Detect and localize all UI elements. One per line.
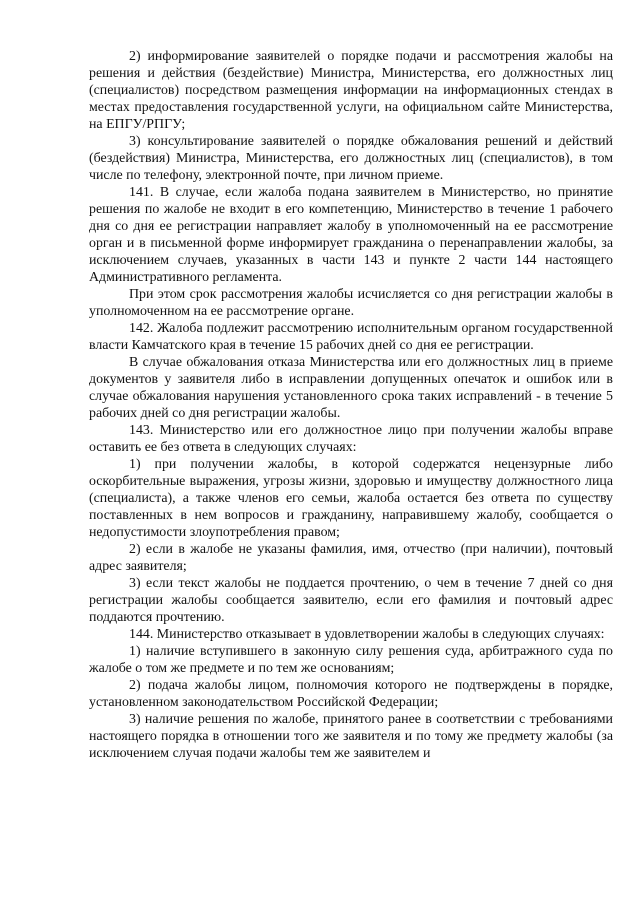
- paragraph-143-item-1: 1) при получении жалобы, в которой содержатся нецензурные либо оскорбительные выражения, угрозы жизни, здоровью и имуществу должностного лица (специалиста), а также членов его семьи, жалоба остается без ответа по существу поставленных в нем вопросов и гражданину, направившему жалобу, сообщается о недопустимости злоупотребления правом;: [89, 457, 613, 540]
- paragraph-144-item-2: 2) подача жалобы лицом, полномочия которого не подтверждены в порядке, установленном законодательством Российской Федерации;: [89, 678, 613, 710]
- document-page: [89, 48, 613, 762]
- paragraph-item-2-informing: 2) информирование заявителей о порядке подачи и рассмотрения жалобы на решения и действия (бездействие) Министра, Министерства, его должностных лиц (специалистов) посредством размещения информации на информационных стендах в местах предоставления государственной услуги, на официальном сайте Министерства, на ЕПГУ/РПГУ;: [89, 49, 613, 132]
- paragraph-142: 142. Жалоба подлежит рассмотрению исполнительным органом государственной власти Камчатского края в течение 15 рабочих дней со дня ее регистрации.: [89, 321, 613, 353]
- paragraph-144-item-1: 1) наличие вступившего в законную силу решения суда, арбитражного суда по жалобе о том же предмете и по тем же основаниям;: [89, 644, 613, 676]
- paragraph-143: 143. Министерство или его должностное лицо при получении жалобы вправе оставить ее без ответа в следующих случаях:: [89, 423, 613, 455]
- paragraph-141: 141. В случае, если жалоба подана заявителем в Министерство, но принятие решения по жалобе не входит в его компетенцию, Министерство в течение 1 рабочего дня со дня ее регистрации направляет жалобу в уполномоченный на ее рассмотрение орган и в письменной форме информирует гражданина о перенаправлении жалобы, за исключением случаев, указанных в части 143 и пункте 2 части 144 настоящего Административного регламента.: [89, 185, 613, 285]
- paragraph-item-3-consulting: 3) консультирование заявителей о порядке обжалования решений и действий (бездействия) Министра, Министерства, его должностных лиц (специалистов), в том числе по телефону, электронной почте, при личном приеме.: [89, 134, 613, 183]
- paragraph-143-item-3: 3) если текст жалобы не поддается прочтению, о чем в течение 7 дней со дня регистрации жалобы сообщается заявителю, если его фамилия и почтовый адрес поддаются прочтению.: [89, 576, 613, 625]
- paragraph-141-term: При этом срок рассмотрения жалобы исчисляется со дня регистрации жалобы в уполномоченном на ее рассмотрение органе.: [89, 287, 613, 319]
- paragraph-142-refusal-appeal: В случае обжалования отказа Министерства или его должностных лиц в приеме документов у заявителя либо в исправлении допущенных опечаток и ошибок или в случае обжалования нарушения установленного срока таких исправлений - в течение 5 рабочих дней со дня регистрации жалобы.: [89, 355, 613, 421]
- paragraph-143-item-2: 2) если в жалобе не указаны фамилия, имя, отчество (при наличии), почтовый адрес заявителя;: [89, 542, 613, 574]
- paragraph-144-item-3: 3) наличие решения по жалобе, принятого ранее в соответствии с требованиями настоящего порядка в отношении того же заявителя и по тому же предмету жалобы (за исключением случая подачи жалобы тем же заявителем и: [89, 712, 613, 761]
- paragraph-144: 144. Министерство отказывает в удовлетворении жалобы в следующих случаях:: [129, 627, 605, 642]
